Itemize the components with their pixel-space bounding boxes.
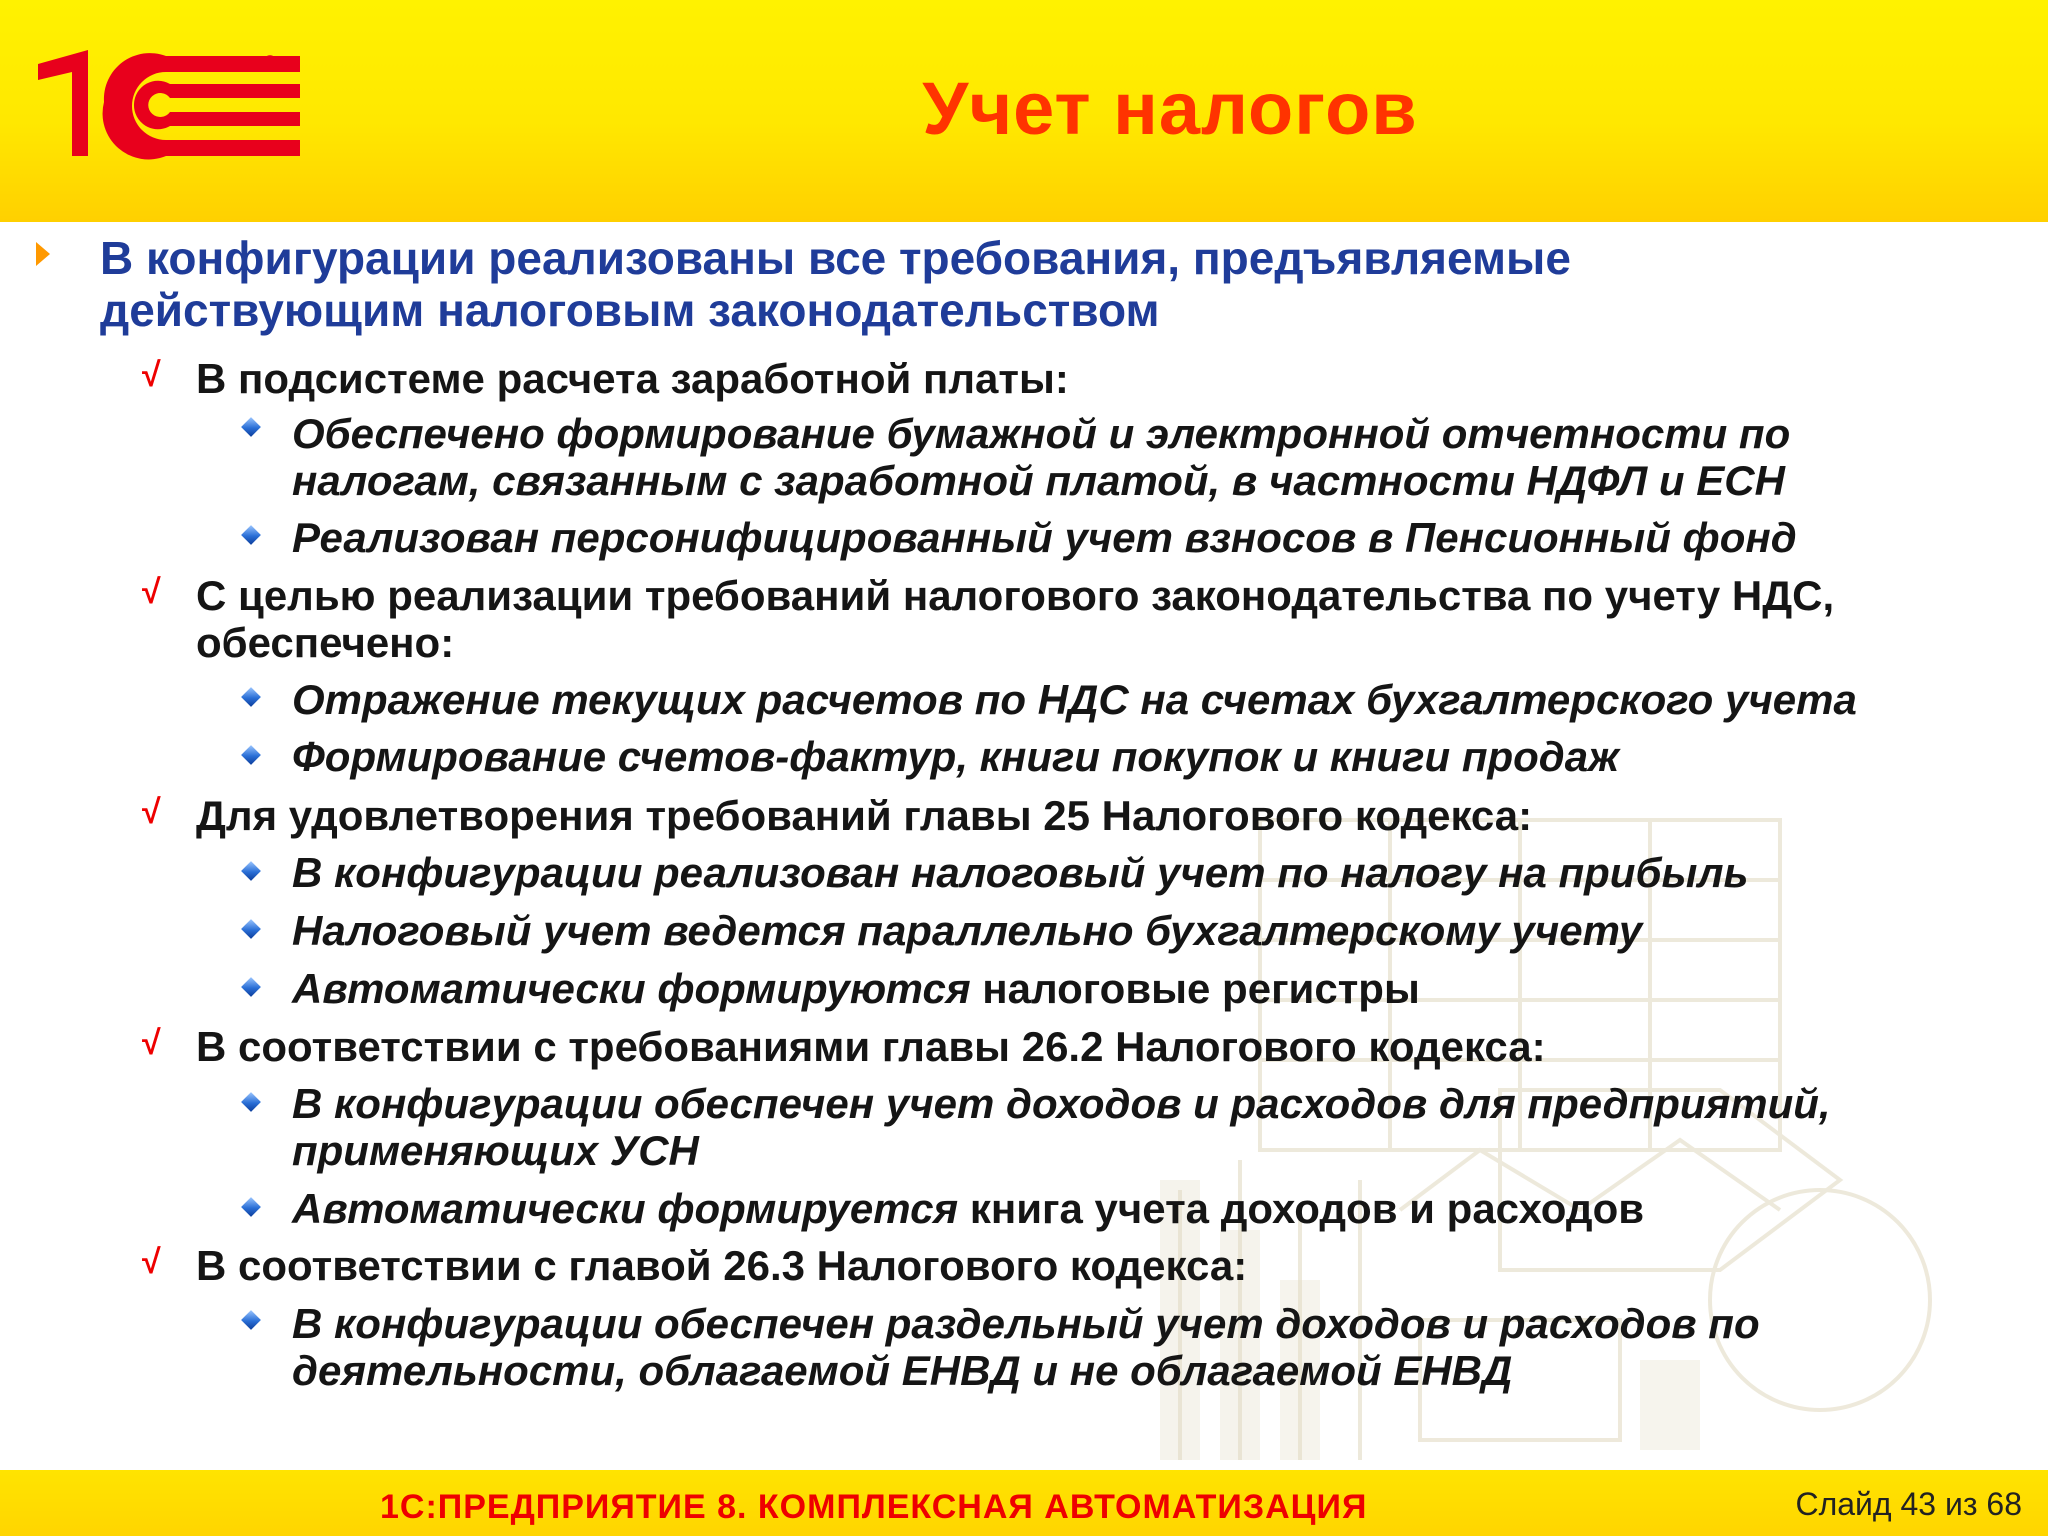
orange-arrow-icon xyxy=(36,242,50,266)
blue-diamond-icon xyxy=(241,1197,261,1217)
blue-diamond-icon xyxy=(241,977,261,997)
red-check-icon: √ xyxy=(142,573,161,611)
bullet-level2: Налоговый учет ведется параллельно бухгалтерскому учету xyxy=(292,907,1643,954)
bullet-level1: Для удовлетворения требований главы 25 Налогового кодекса: xyxy=(196,792,1533,839)
bullet-level1: С целью реализации требований налогового законодательства по учету НДС, обеспечено: xyxy=(196,572,1835,666)
bullet-level2: Реализован персонифицированный учет взносов в Пенсионный фонд xyxy=(292,514,1797,561)
red-check-icon: √ xyxy=(142,356,161,394)
slide-number: Слайд 43 из 68 xyxy=(1795,1486,2022,1522)
bullet-level2: Формирование счетов-фактур, книги покупок и книги продаж xyxy=(292,733,1620,780)
blue-diamond-icon xyxy=(241,687,261,707)
blue-diamond-icon xyxy=(241,1310,261,1330)
blue-diamond-icon xyxy=(241,525,261,545)
bullet-level0: В конфигурации реализованы все требования, предъявляемые действующим налоговым законодательством xyxy=(100,232,1571,336)
red-check-icon: √ xyxy=(142,1243,161,1281)
red-check-icon: √ xyxy=(142,1024,161,1062)
bullet-level2: В конфигурации обеспечен учет доходов и расходов для предприятий, применяющих УСН xyxy=(292,1080,1831,1174)
blue-diamond-icon xyxy=(241,861,261,881)
blue-diamond-icon xyxy=(241,919,261,939)
footer-title: 1С:ПРЕДПРИЯТИЕ 8. КОМПЛЕКСНАЯ АВТОМАТИЗАЦИЯ xyxy=(380,1488,1368,1526)
bullet-level2: Обеспечено формирование бумажной и электронной отчетности по налогам, связанным с заработной платой, в частности НДФЛ и ЕСН xyxy=(292,410,1791,504)
blue-diamond-icon xyxy=(241,1092,261,1112)
red-check-icon: √ xyxy=(142,793,161,831)
bullet-level2: Отражение текущих расчетов по НДС на счетах бухгалтерского учета xyxy=(292,676,1857,723)
blue-diamond-icon xyxy=(241,417,261,437)
blue-diamond-icon xyxy=(241,745,261,765)
bullet-level2: Автоматически формируются налоговые регистры xyxy=(292,965,1420,1012)
bullet-level2: В конфигурации реализован налоговый учет по налогу на прибыль xyxy=(292,849,1749,896)
bullet-level2: В конфигурации обеспечен раздельный учет доходов и расходов по деятельности, облагаемой ЕНВД и не облагаемой ЕНВД xyxy=(292,1300,1760,1394)
bullet-level1: В подсистеме расчета заработной платы: xyxy=(196,355,1069,402)
slide-title: Учет налогов xyxy=(922,67,1418,150)
footer-band xyxy=(0,1470,2048,1536)
bullet-level2: Автоматически формируется книга учета доходов и расходов xyxy=(292,1185,1645,1232)
bullet-level1: В соответствии с главой 26.3 Налогового кодекса: xyxy=(196,1242,1248,1289)
bullet-level1: В соответствии с требованиями главы 26.2 Налогового кодекса: xyxy=(196,1023,1546,1070)
